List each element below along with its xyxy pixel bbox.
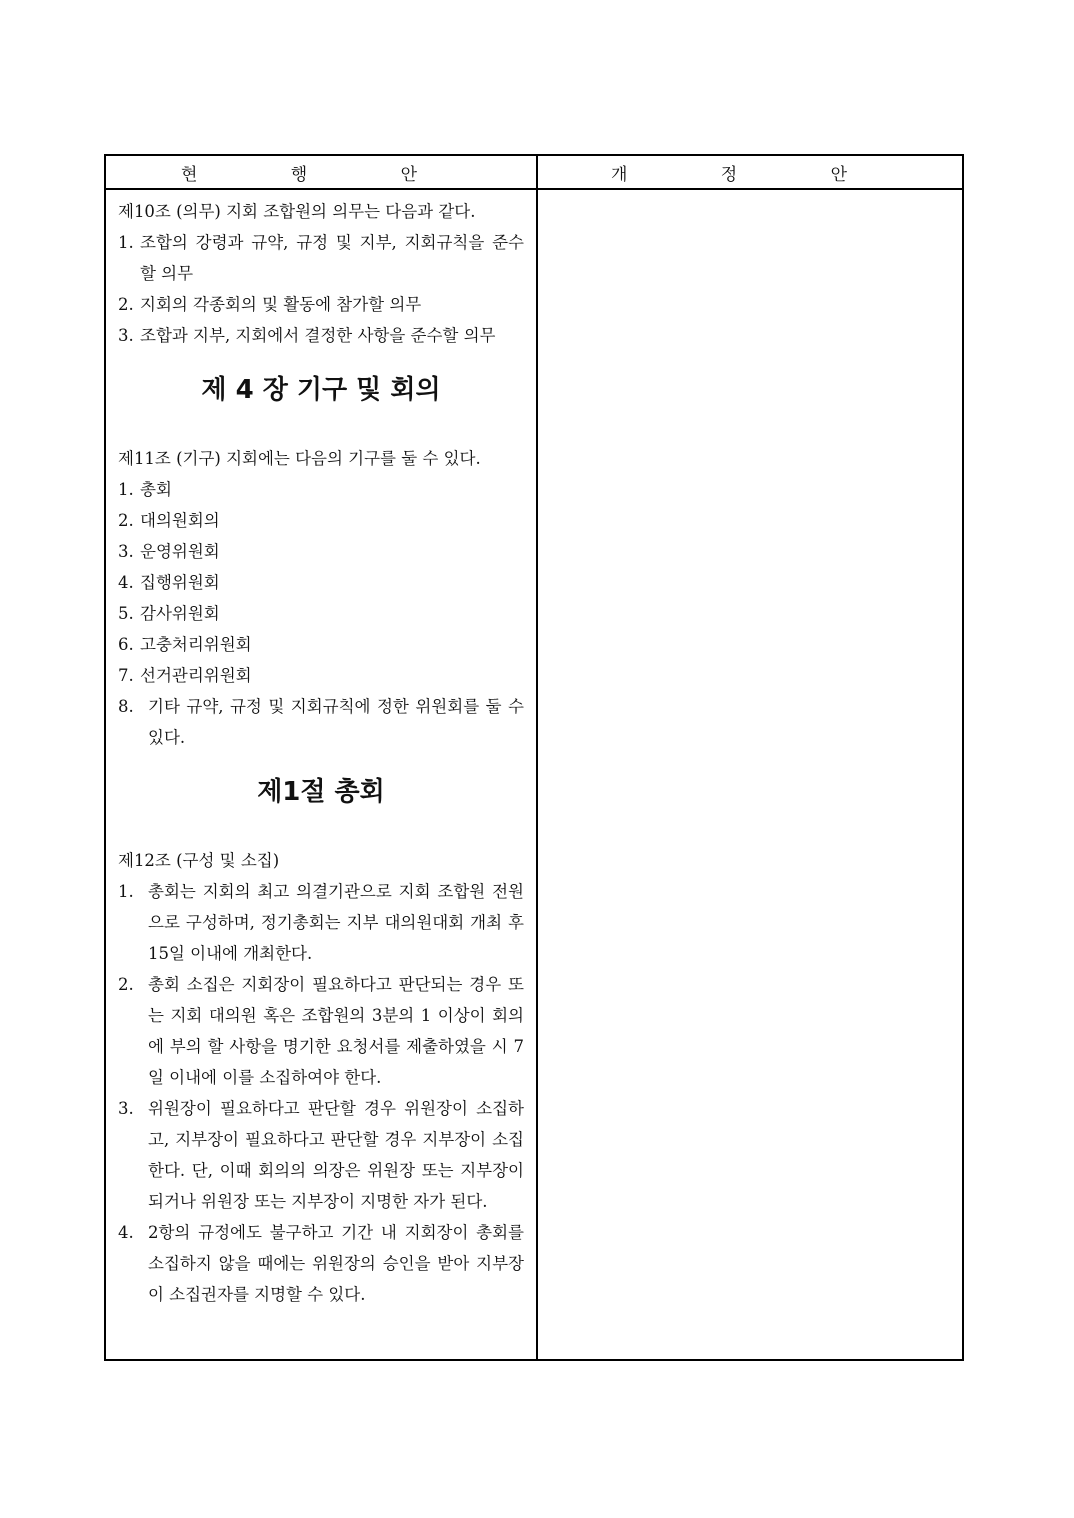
article-11-item: 7. 선거관리위원회 bbox=[118, 666, 252, 685]
article-10-item: 3. 조합과 지부, 지회에서 결정한 사항을 준수할 의무 bbox=[118, 326, 496, 345]
article-11-item: 1. 총회 bbox=[118, 480, 172, 499]
article-12-item: 2. 총회 소집은 지회장이 필요하다고 판단되는 경우 또는 지회 대의원 혹은 조합원의 3분의 1 이상이 회의에 부의 할 사항을 명기한 요청서를 제출하였을 시 7일 이내에 이를 소집하여야 한다. bbox=[118, 975, 524, 1087]
current-text-column bbox=[118, 196, 524, 1310]
article-12-title: 제12조 (구성 및 소집) bbox=[118, 851, 280, 870]
comparison-table bbox=[104, 154, 964, 1361]
article-10-item: 1. 조합의 강령과 규약, 규정 및 지부, 지회규칙을 준수 할 의무 bbox=[118, 233, 524, 283]
article-12-item: 1. 총회는 지회의 최고 의결기관으로 지회 조합원 전원으로 구성하며, 정기총회는 지부 대의원대회 개최 후 15일 이내에 개최한다. bbox=[118, 882, 524, 963]
article-11-item: 3. 운영위원회 bbox=[118, 542, 220, 561]
header-divider bbox=[106, 188, 962, 190]
article-11-title: 제11조 (기구) 지회에는 다음의 기구를 둘 수 있다. bbox=[118, 449, 481, 468]
article-11-item: 5. 감사위원회 bbox=[118, 604, 220, 623]
article-10-title: 제10조 (의무) 지회 조합원의 의무는 다음과 같다. bbox=[118, 202, 476, 221]
chapter-4-heading: 제 4 장 기구 및 회의 bbox=[201, 375, 441, 405]
section-1-heading: 제1절 총회 bbox=[257, 777, 385, 807]
article-11-item: 8. 기타 규약, 규정 및 지회규칙에 정한 위원회를 둘 수 있다. bbox=[118, 697, 524, 747]
article-11-item: 4. 집행위원회 bbox=[118, 573, 220, 592]
header-revised: 개 정 안 bbox=[610, 164, 892, 185]
article-12-item: 3. 위원장이 필요하다고 판단할 경우 위원장이 소집하고, 지부장이 필요하다고 판단할 경우 지부장이 소집한다. 단, 이때 회의의 의장은 위원장 또는 지부장이 되거나 위원장 또는 지부장이 지명한 자가 된다. bbox=[118, 1099, 524, 1211]
header-current: 현 행 안 bbox=[180, 164, 462, 185]
article-11-item: 2. 대의원회의 bbox=[118, 511, 220, 530]
column-divider bbox=[536, 156, 538, 1359]
article-10-item: 2. 지회의 각종회의 및 활동에 참가할 의무 bbox=[118, 295, 422, 314]
article-12-item: 4. 2항의 규정에도 불구하고 기간 내 지회장이 총회를 소집하지 않을 때에는 위원장의 승인을 받아 지부장이 소집권자를 지명할 수 있다. bbox=[118, 1223, 524, 1304]
article-11-item: 6. 고충처리위원회 bbox=[118, 635, 252, 654]
